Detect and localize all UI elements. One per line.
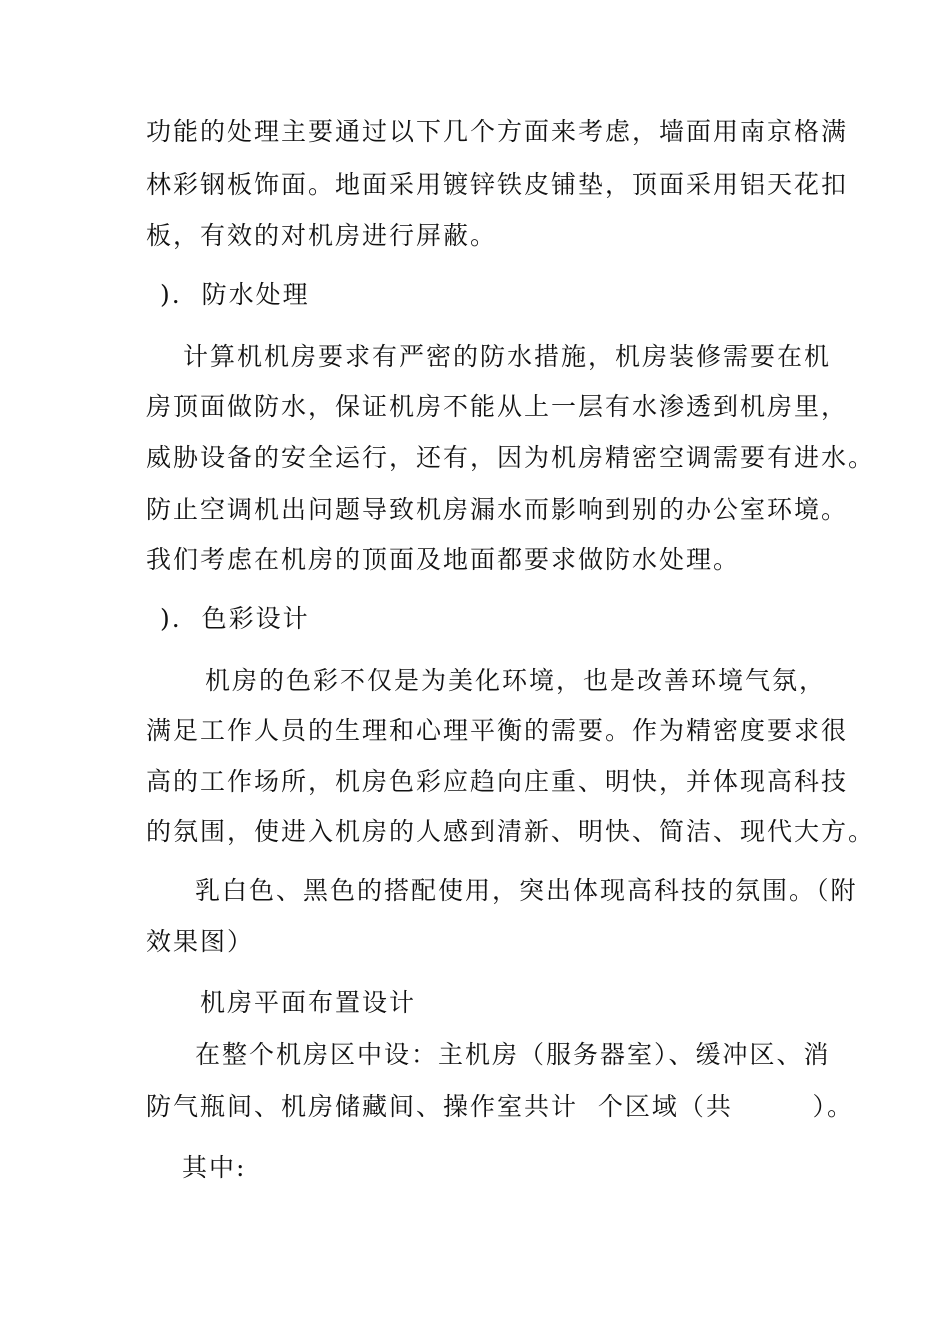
paragraph-wall-treatment-line-3: 板，有效的对机房进行屏蔽。 bbox=[146, 221, 498, 250]
section-heading-waterproof: ). 防水处理 bbox=[160, 280, 310, 309]
section-heading-layout: 机房平面布置设计 bbox=[200, 988, 417, 1017]
paragraph-wall-treatment-line-1: 功能的处理主要通过以下几个方面来考虑，墙面用南京格满 bbox=[146, 117, 849, 146]
paragraph-color-line-2: 满足工作人员的生理和心理平衡的需要。作为精密度要求很 bbox=[146, 716, 849, 745]
paragraph-waterproof-line-3: 威胁设备的安全运行，还有，因为机房精密空调需要有进水。 bbox=[146, 443, 876, 472]
paragraph-among-them: 其中: bbox=[182, 1153, 247, 1182]
section-heading-color: ). 色彩设计 bbox=[160, 604, 310, 633]
paragraph-waterproof-line-4: 防止空调机出问题导致机房漏水而影响到别的办公室环境。 bbox=[146, 495, 849, 524]
paragraph-color-line-4: 的氛围，使进入机房的人感到清新、明快、简洁、现代大方。 bbox=[146, 817, 876, 846]
paragraph-color-line-1: 机房的色彩不仅是为美化环境，也是改善环境气氛， bbox=[205, 666, 827, 695]
paragraph-color-line-3: 高的工作场所，机房色彩应趋向庄重、明快，并体现高科技 bbox=[146, 767, 849, 796]
paragraph-layout-line-2: 防气瓶间、机房储藏间、操作室共计 个区域（共 ）。 bbox=[146, 1092, 854, 1121]
paragraph-color-scheme-line-2: 效果图） bbox=[146, 927, 255, 956]
paragraph-wall-treatment-line-2: 林彩钢板饰面。地面采用镀锌铁皮铺垫，顶面采用铝天花扣 bbox=[146, 170, 849, 199]
paragraph-layout-line-1: 在整个机房区中设：主机房（服务器室）、缓冲区、消 bbox=[195, 1040, 831, 1069]
paragraph-color-scheme-line-1: 乳白色、黑色的搭配使用，突出体现高科技的氛围。（附 bbox=[195, 876, 858, 905]
paragraph-waterproof-line-2: 房顶面做防水，保证机房不能从上一层有水渗透到机房里， bbox=[146, 392, 849, 421]
paragraph-waterproof-line-5: 我们考虑在机房的顶面及地面都要求做防水处理。 bbox=[146, 545, 741, 574]
paragraph-waterproof-line-1: 计算机机房要求有严密的防水措施，机房装修需要在机 bbox=[183, 342, 832, 371]
